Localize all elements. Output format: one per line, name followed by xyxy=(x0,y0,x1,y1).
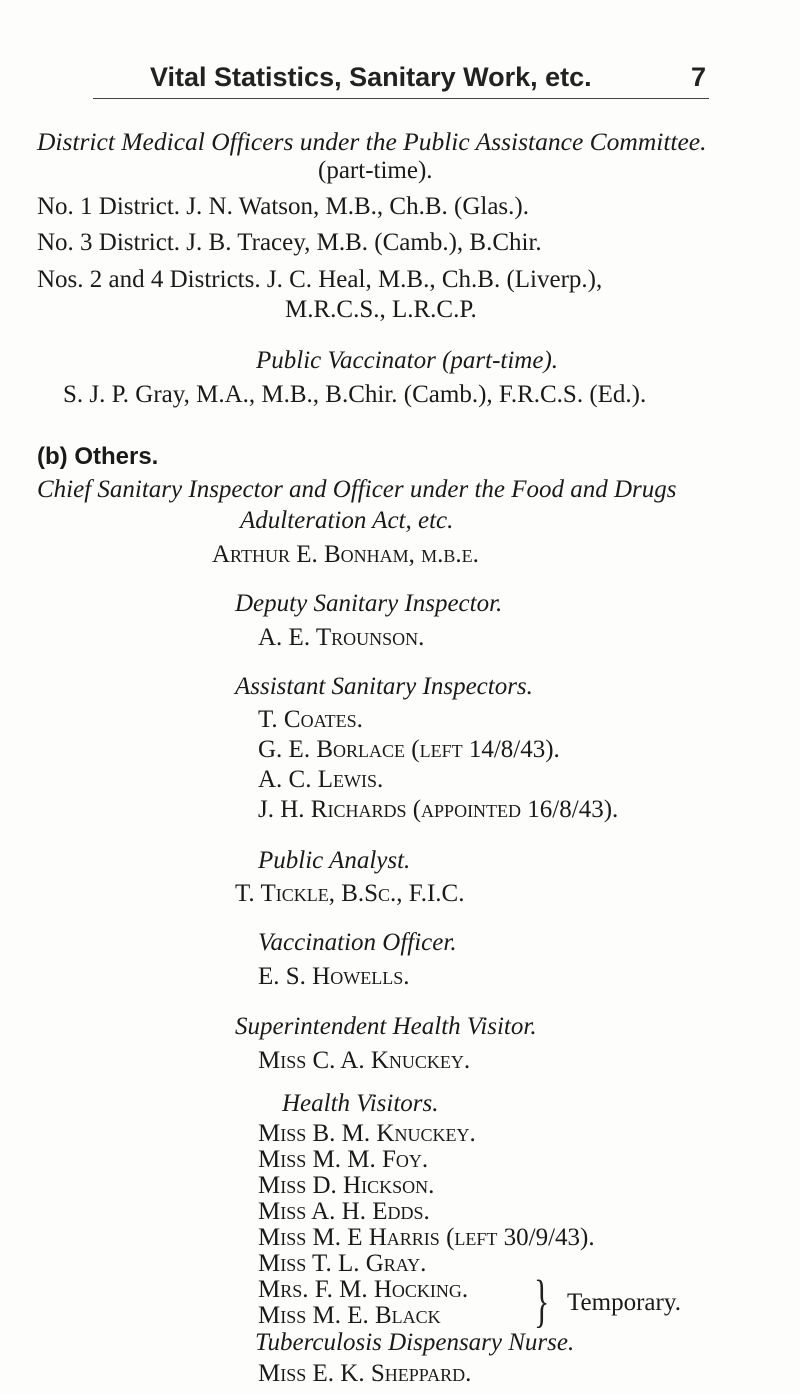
tb-nurse-heading: Tuberculosis Dispensary Nurse. xyxy=(255,1329,575,1356)
superintendent-name: Miss C. A. Knuckey. xyxy=(258,1047,471,1074)
assistant-3: A. C. Lewis. xyxy=(258,766,384,793)
health-visitor-4: Miss A. H. Edds. xyxy=(258,1198,430,1225)
chief-heading-line-1: Chief Sanitary Inspector and Officer under the Food and Drugs xyxy=(37,476,677,503)
health-visitor-1: Miss B. M. Knuckey. xyxy=(258,1120,476,1147)
analyst-heading: Public Analyst. xyxy=(258,847,411,874)
others-label: (b) Others. xyxy=(37,443,159,470)
assistant-2: G. E. Borlace (left 14/8/43). xyxy=(258,736,560,763)
deputy-heading: Deputy Sanitary Inspector. xyxy=(235,590,503,617)
running-head: Vital Statistics, Sanitary Work, etc. xyxy=(150,62,592,92)
page-number: 7 xyxy=(691,62,707,92)
health-visitor-8: Miss M. E. Black xyxy=(258,1302,441,1329)
assistant-heading: Assistant Sanitary Inspectors. xyxy=(235,673,533,700)
assistant-1: T. Coates. xyxy=(258,706,363,733)
health-visitor-3: Miss D. Hickson. xyxy=(258,1172,435,1199)
tb-nurse-name: Miss E. K. Sheppard. xyxy=(258,1360,472,1387)
vaccination-heading: Vaccination Officer. xyxy=(258,929,457,956)
health-visitors-heading: Health Visitors. xyxy=(282,1090,439,1117)
header-rule xyxy=(93,98,709,99)
assistant-4: J. H. Richards (appointed 16/8/43). xyxy=(258,796,619,823)
temporary-label: Temporary. xyxy=(567,1289,681,1316)
health-visitor-5: Miss M. E Harris (left 30/9/43). xyxy=(258,1224,595,1251)
deputy-name: A. E. Trounson. xyxy=(258,624,425,651)
public-vaccinator-heading: Public Vaccinator (part-time). xyxy=(256,347,559,374)
vaccination-name: E. S. Howells. xyxy=(258,963,410,990)
district-line-2-4: Nos. 2 and 4 Districts. J. C. Heal, M.B., Ch.B. (Liverp.), xyxy=(37,266,603,293)
district-medical-heading: District Medical Officers under the Public Assistance Committee. xyxy=(37,127,707,156)
district-medical-subheading: (part-time). xyxy=(318,157,433,184)
district-line-1: No. 1 District. J. N. Watson, M.B., Ch.B. (Glas.). xyxy=(37,193,529,220)
district-line-3: No. 3 District. J. B. Tracey, M.B. (Camb.), B.Chir. xyxy=(37,229,542,256)
district-line-2-4-cont: M.R.C.S., L.R.C.P. xyxy=(285,296,477,323)
temporary-brace: } xyxy=(534,1268,550,1333)
chief-heading-line-2: Adulteration Act, etc. xyxy=(240,507,454,534)
health-visitor-7: Mrs. F. M. Hocking. xyxy=(258,1276,469,1303)
health-visitor-2: Miss M. M. Foy. xyxy=(258,1146,429,1173)
analyst-name: T. Tickle, B.Sc., F.I.C. xyxy=(235,880,465,907)
chief-name: Arthur E. Bonham, m.b.e. xyxy=(212,541,479,568)
public-vaccinator-name: S. J. P. Gray, M.A., M.B., B.Chir. (Camb.), F.R.C.S. (Ed.). xyxy=(63,381,647,408)
health-visitor-6: Miss T. L. Gray. xyxy=(258,1250,427,1277)
superintendent-heading: Superintendent Health Visitor. xyxy=(235,1013,537,1040)
